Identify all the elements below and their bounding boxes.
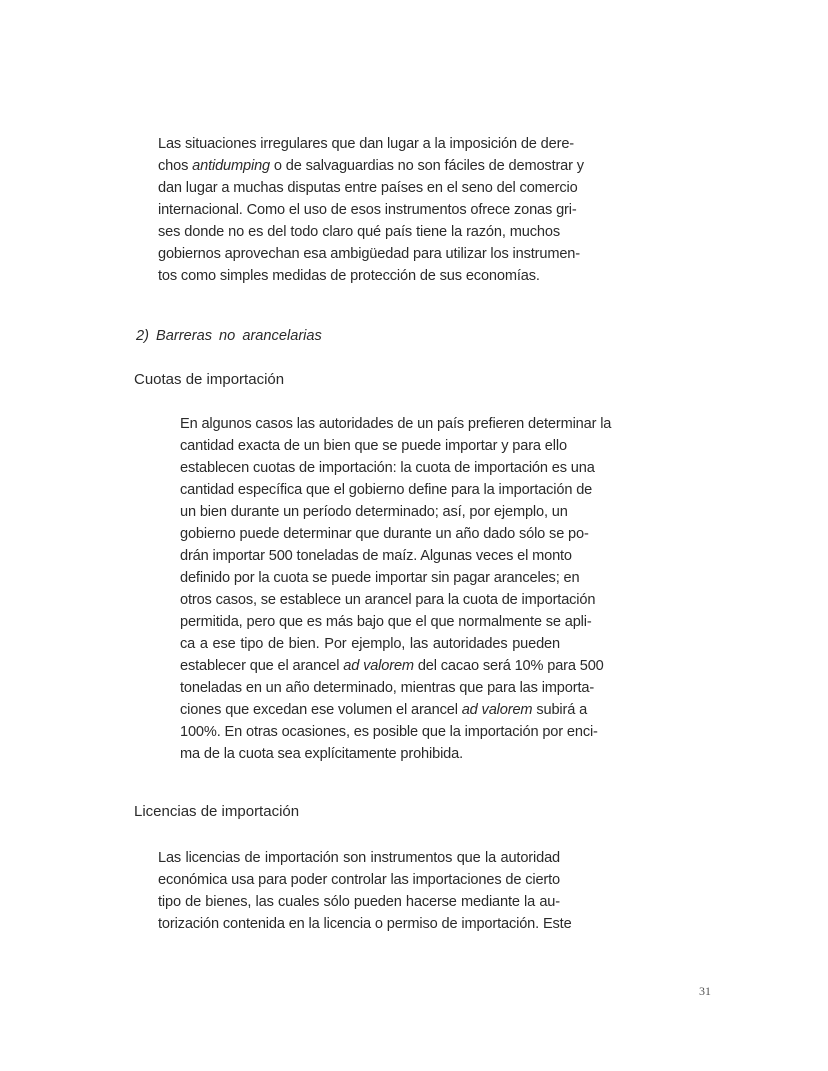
text-line: tipo de bienes, las cuales sólo pueden hacerse mediante la au- — [158, 894, 560, 910]
subheading-import-licenses: Licencias de importación — [134, 803, 300, 820]
text-line: establecen cuotas de importación: la cuota de importación es una — [180, 460, 595, 476]
text-line: establecer que el arancel ad valorem del cacao será 10% para 500 — [180, 658, 604, 674]
section-heading-non-tariff-barriers: 2) Barreras no arancelarias — [136, 328, 322, 344]
subheading-import-quotas: Cuotas de importación — [134, 371, 285, 388]
import-quotas-paragraph — [180, 413, 612, 765]
text-line: internacional. Como el uso de esos instrumentos ofrece zonas gri- — [158, 202, 577, 218]
text-line: cantidad específica que el gobierno define para la importación de — [180, 482, 593, 498]
text-line: permitida, pero que es más bajo que el que normalmente se apli- — [180, 614, 592, 630]
text-line: cantidad exacta de un bien que se puede importar y para ello — [180, 438, 567, 454]
text-line: ca a ese tipo de bien. Por ejemplo, las autoridades pueden — [180, 636, 560, 652]
text-line: En algunos casos las autoridades de un país prefieren determinar la — [180, 416, 612, 432]
text-line: 100%. En otras ocasiones, es posible que la importación por enci- — [180, 724, 598, 740]
text-line: definido por la cuota se puede importar sin pagar aranceles; en — [180, 570, 580, 586]
text-line: ma de la cuota sea explícitamente prohibida. — [180, 746, 464, 762]
text-line: Las situaciones irregulares que dan lugar a la imposición de dere- — [158, 136, 574, 152]
text-line: dan lugar a muchas disputas entre países en el seno del comercio — [158, 180, 578, 196]
text-line: económica usa para poder controlar las importaciones de cierto — [158, 872, 560, 888]
text-line: chos antidumping o de salvaguardias no son fáciles de demostrar y — [158, 158, 584, 174]
text-line: ses donde no es del todo claro qué país tiene la razón, muchos — [158, 224, 560, 240]
intro-paragraph — [158, 133, 584, 287]
text-line: gobiernos aprovechan esa ambigüedad para utilizar los instrumen- — [158, 246, 580, 262]
text-line: un bien durante un período determinado; así, por ejemplo, un — [180, 504, 568, 520]
text-line: Las licencias de importación son instrumentos que la autoridad — [158, 850, 560, 866]
text-line: otros casos, se establece un arancel para la cuota de importación — [180, 592, 596, 608]
text-line: ciones que excedan ese volumen el arancel ad valorem subirá a — [180, 702, 588, 718]
text-line: drán importar 500 toneladas de maíz. Algunas veces el monto — [180, 548, 572, 564]
text-line: toneladas en un año determinado, mientras que para las importa- — [180, 680, 595, 696]
text-line: gobierno puede determinar que durante un año dado sólo se po- — [180, 526, 589, 542]
text-line: tos como simples medidas de protección de sus economías. — [158, 268, 540, 284]
page-number: 31 — [699, 984, 711, 998]
import-licenses-paragraph — [158, 847, 572, 935]
text-line: torización contenida en la licencia o permiso de importación. Este — [158, 916, 572, 932]
